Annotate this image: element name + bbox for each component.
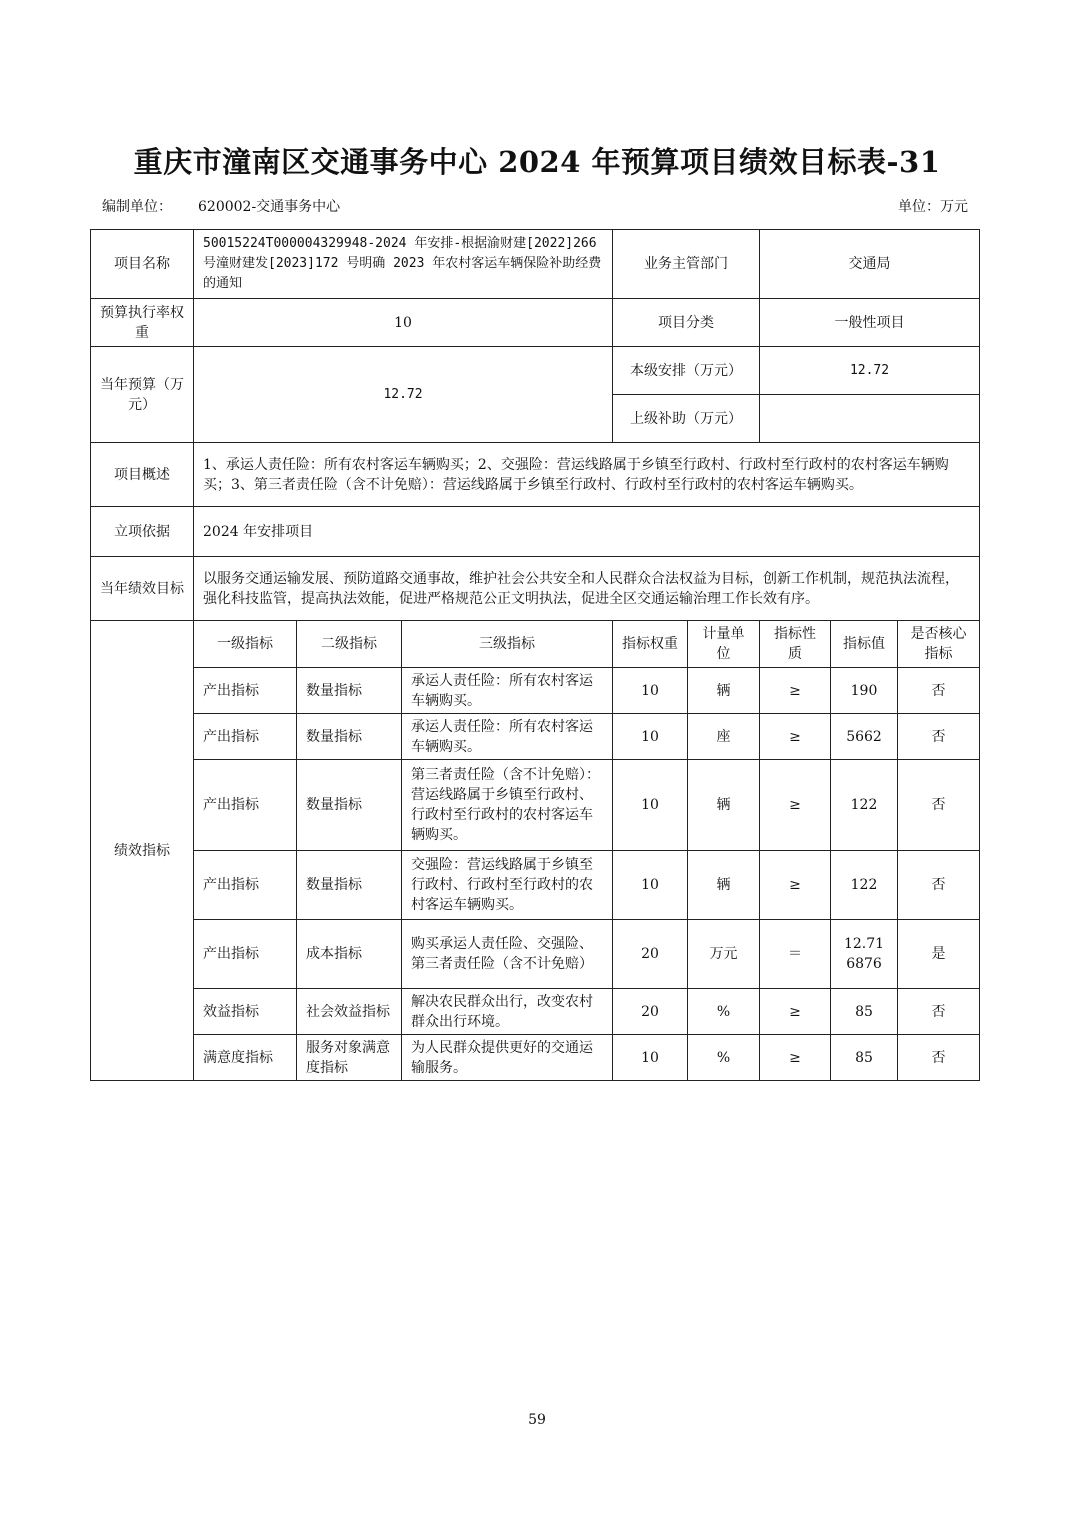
summary-value: 1、承运人责任险：所有农村客运车辆购买；2、交强险：营运线路属于乡镇至行政村、行政村至行政村的农村客运车辆购买；3、第三者责任险（含不计免赔）：营运线路属于乡镇至行政村、行政村至行政村的农村客运车辆购买。: [194, 443, 980, 507]
value-cell: 190: [831, 668, 898, 714]
level1-cell: 效益指标: [194, 989, 297, 1035]
weight-cell: 20: [613, 920, 688, 989]
nature-cell: ＝: [760, 920, 831, 989]
level2-cell: 数量指标: [297, 760, 402, 851]
nature-cell: ≥: [760, 989, 831, 1035]
indicator-row: [91, 714, 980, 760]
local-value: 12.72: [760, 347, 980, 395]
level3-cell: 交强险：营运线路属于乡镇至行政村、行政村至行政村的农村客运车辆购买。: [402, 851, 613, 920]
weight-label: 预算执行率权重: [91, 299, 194, 347]
dept-value: 交通局: [760, 230, 980, 299]
level3-cell: 购买承运人责任险、交强险、第三者责任险（含不计免赔）: [402, 920, 613, 989]
level1-cell: 产出指标: [194, 668, 297, 714]
upper-value: [760, 395, 980, 443]
header-cell: 指标性质: [760, 621, 831, 668]
budget-value: 12.72: [194, 347, 613, 443]
nature-cell: ≥: [760, 1035, 831, 1081]
level1-cell: 产出指标: [194, 851, 297, 920]
core-cell: 否: [898, 1035, 980, 1081]
header-cell: 一级指标: [194, 621, 297, 668]
goal-value: 以服务交通运输发展、预防道路交通事故，维护社会公共安全和人民群众合法权益为目标，创新工作机制，规范执法流程，强化科技监管，提高执法效能，促进严格规范公正文明执法，促进全区交通运输治理工作长效有序。: [194, 557, 980, 621]
goal-label: 当年绩效目标: [91, 557, 194, 621]
indicator-row: [91, 851, 980, 920]
category-label: 项目分类: [613, 299, 760, 347]
level3-cell: 解决农民群众出行，改变农村群众出行环境。: [402, 989, 613, 1035]
basis-label: 立项依据: [91, 507, 194, 557]
unit-cell: 万元: [688, 920, 760, 989]
core-cell: 否: [898, 714, 980, 760]
weight-cell: 10: [613, 668, 688, 714]
row-summary: [91, 443, 980, 507]
level2-cell: 数量指标: [297, 714, 402, 760]
budget-label: 当年预算（万元）: [91, 347, 194, 443]
value-cell: 12.716876: [831, 920, 898, 989]
weight-cell: 10: [613, 1035, 688, 1081]
page-title: 重庆市潼南区交通事务中心 2024 年预算项目绩效目标表-31: [133, 145, 941, 179]
value-cell: 85: [831, 1035, 898, 1081]
core-cell: 否: [898, 668, 980, 714]
header-cell: 计量单位: [688, 621, 760, 668]
value-cell: 122: [831, 760, 898, 851]
weight-cell: 10: [613, 714, 688, 760]
perf-label: 绩效指标: [91, 621, 194, 1081]
value-cell: 122: [831, 851, 898, 920]
core-cell: 否: [898, 851, 980, 920]
basis-value: 2024 年安排项目: [194, 507, 980, 557]
level3-cell: 为人民群众提供更好的交通运输服务。: [402, 1035, 613, 1081]
compiling-unit-value: 620002-交通事务中心: [198, 199, 341, 215]
unit-cell: 辆: [688, 668, 760, 714]
level1-cell: 产出指标: [194, 920, 297, 989]
weight-value: 10: [194, 299, 613, 347]
level2-cell: 成本指标: [297, 920, 402, 989]
weight-cell: 10: [613, 851, 688, 920]
row-project-name: [91, 230, 980, 299]
compiling-unit-label: 编制单位：: [102, 199, 172, 215]
header-cell: 指标权重: [613, 621, 688, 668]
level2-cell: 社会效益指标: [297, 989, 402, 1035]
project-name-value: 50015224T000004329948-2024 年安排-根据渝财建[2022]266 号潼财建发[2023]172 号明确 2023 年农村客运车辆保险补助经费的通知: [194, 230, 613, 299]
upper-label: 上级补助（万元）: [613, 395, 760, 443]
nature-cell: ≥: [760, 668, 831, 714]
summary-label: 项目概述: [91, 443, 194, 507]
indicator-header-row: [91, 621, 980, 668]
weight-cell: 20: [613, 989, 688, 1035]
level1-cell: 满意度指标: [194, 1035, 297, 1081]
indicator-row: [91, 1035, 980, 1081]
compiling-unit: [102, 196, 340, 216]
indicator-row: [91, 920, 980, 989]
level2-cell: 服务对象满意度指标: [297, 1035, 402, 1081]
level3-cell: 承运人责任险：所有农村客运车辆购买。: [402, 668, 613, 714]
header-cell: 三级指标: [402, 621, 613, 668]
performance-table: [90, 229, 980, 1081]
row-budget: [91, 347, 980, 395]
unit-cell: 座: [688, 714, 760, 760]
local-label: 本级安排（万元）: [613, 347, 760, 395]
level1-cell: 产出指标: [194, 760, 297, 851]
header-cell: 是否核心指标: [898, 621, 980, 668]
project-name-label: 项目名称: [91, 230, 194, 299]
header-cell: 二级指标: [297, 621, 402, 668]
weight-cell: 10: [613, 760, 688, 851]
dept-label: 业务主管部门: [613, 230, 760, 299]
indicator-row: [91, 989, 980, 1035]
header-cell: 指标值: [831, 621, 898, 668]
level3-cell: 承运人责任险：所有农村客运车辆购买。: [402, 714, 613, 760]
unit-cell: %: [688, 1035, 760, 1081]
core-cell: 否: [898, 989, 980, 1035]
value-cell: 5662: [831, 714, 898, 760]
row-basis: [91, 507, 980, 557]
unit-cell: %: [688, 989, 760, 1035]
unit-cell: 辆: [688, 760, 760, 851]
page-number: 59: [528, 1412, 546, 1428]
row-weight: [91, 299, 980, 347]
level1-cell: 产出指标: [194, 714, 297, 760]
nature-cell: ≥: [760, 851, 831, 920]
level2-cell: 数量指标: [297, 851, 402, 920]
currency-unit: 单位：万元: [898, 199, 968, 215]
unit-cell: 辆: [688, 851, 760, 920]
row-goal: [91, 557, 980, 621]
nature-cell: ≥: [760, 714, 831, 760]
category-value: 一般性项目: [760, 299, 980, 347]
core-cell: 否: [898, 760, 980, 851]
level3-cell: 第三者责任险（含不计免赔）：营运线路属于乡镇至行政村、行政村至行政村的农村客运车辆购买。: [402, 760, 613, 851]
level2-cell: 数量指标: [297, 668, 402, 714]
core-cell: 是: [898, 920, 980, 989]
indicator-row: [91, 668, 980, 714]
value-cell: 85: [831, 989, 898, 1035]
nature-cell: ≥: [760, 760, 831, 851]
indicator-row: [91, 760, 980, 851]
